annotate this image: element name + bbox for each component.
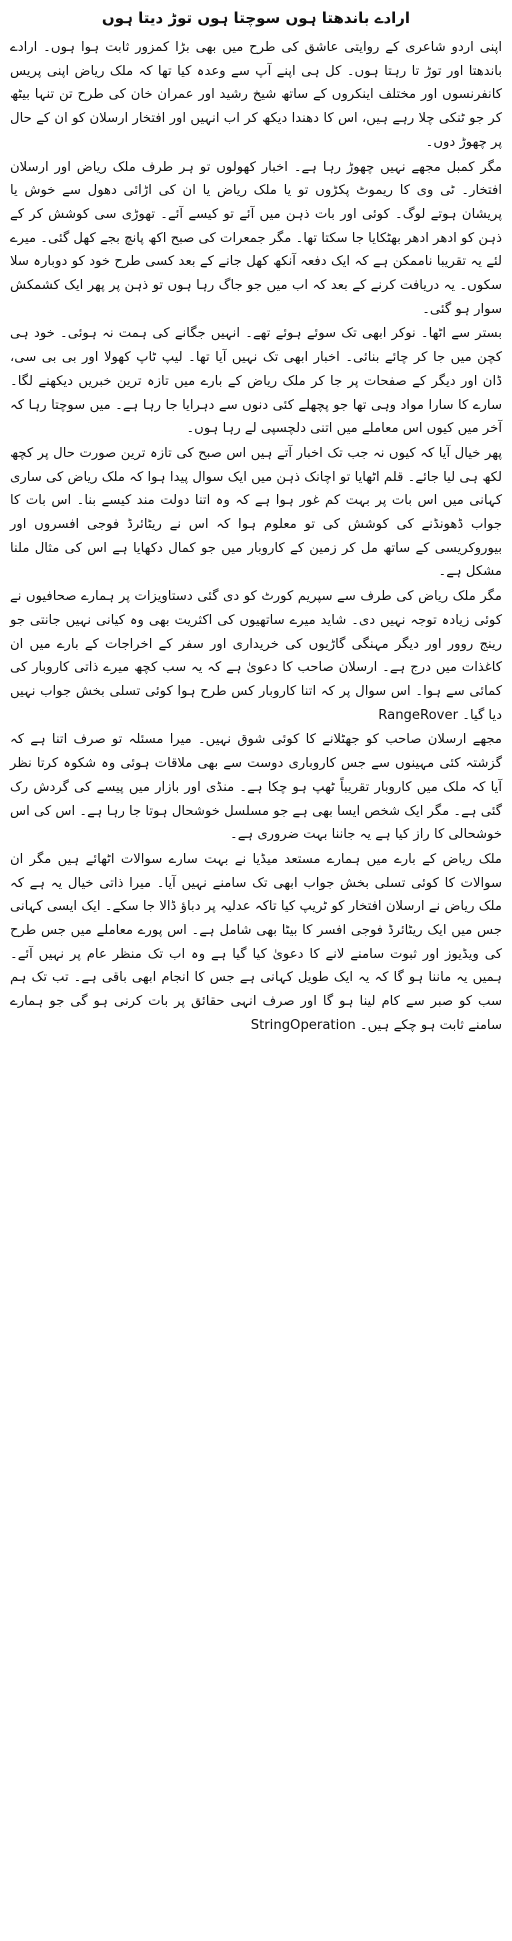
string-operation-term: StringOperation — [250, 1017, 356, 1033]
paragraph-1: اپنی اردو شاعری کے روایتی عاشق کی طرح میں بھی بڑا کمزور ثابت ہوا ہوں۔ ارادے باندھتا اور توڑ تا رہتا ہوں۔ کل ہی اپنے آپ سے وعدہ کیا تھا کہ ملک ریاض اپنی پریس کانفرنسوں اور مختلف اینکروں کے ساتھ شیخ رشید اور عمران خان کی طرح تن تنہا بیٹھ کر جو ٹنکی چلا رہے ہیں، اس کا دھندا دیکھ کر اب انہیں اور افتخار ارسلان کو ان کے حال پر چھوڑ دوں۔ — [10, 40, 502, 150]
paragraph-5 — [10, 585, 502, 727]
paragraph-4: پھر خیال آیا کہ کیوں نہ جب تک اخبار آتے ہیں اس صبح کی تازہ ترین صورت حال پر کچھ لکھ ہی لیا جائے۔ قلم اٹھایا تو اچانک ذہن میں ایک سوال پیدا ہوا کہ ملک ریاض کی ساری کہانی میں اس بات پر بہت کم غور ہوا ہے کہ وہ اتنا دولت مند کیسے بنا۔ اس بات کا جواب ڈھونڈنے کی کوشش کی تو معلوم ہوا کہ اس نے ریٹائرڈ فوجی افسروں اور بیوروکریسی کے ساتھ مل کر زمین کے کاروبار میں جو کمال دکھایا ہے اس کی مثال ملنا مشکل ہے۔ — [10, 445, 502, 580]
paragraph-3: بستر سے اٹھا۔ نوکر ابھی تک سوئے ہوئے تھے۔ انہیں جگانے کی ہمت نہ ہوئی۔ خود ہی کچن میں جا کر چائے بنائی۔ اخبار ابھی تک نہیں آیا تھا۔ لیپ ٹاپ کھولا اور بی بی سی، ڈان اور دیگر کے صفحات پر جا کر ملک ریاض کے بارے میں تازہ ترین خبریں دیکھنے لگا۔ سارے کا سارا مواد وہی تھا جو پچھلے کئی دنوں سے دہرایا جا رہا ہے۔ میں سوچتا رہا کہ آخر میں کیوں اس معاملے میں اتنی دلچسپی لے رہا ہوں۔ — [10, 326, 502, 437]
column-body — [10, 36, 502, 1038]
paragraph-7-text: ملک ریاض کے بارے میں ہمارے مستعد میڈیا نے بہت سارے سوالات اٹھائے ہیں مگر ان سوالات کا کوئی تسلی بخش جواب ابھی تک سامنے نہیں آیا۔ میرا ذاتی خیال یہ ہے کہ ملک ریاض نے ارسلان افتخار کو ٹریپ کیا تاکہ عدلیہ پر دباؤ ڈالا جا سکے۔ ایک ایسی کہانی جس میں ایک ریٹائرڈ فوجی افسر کا بیٹا بھی شامل ہے۔ اس پورے معاملے میں جس طرح کی ویڈیوز اور ثبوت سامنے لانے کا دعویٰ کیا گیا ہے وہ اب تک منظر عام پر نہیں آئے۔ ہمیں یہ ماننا ہو گا کہ یہ ایک طویل کہانی ہے جس کا انجام ابھی باقی ہے۔ تب تک ہم سب کو صبر سے کام لینا ہو گا اور صرف انہی حقائق پر بات کرنی ہو گی جو ہمارے سامنے ثابت ہو چکے ہیں۔ — [10, 851, 502, 1033]
column-headline: ارادے باندھتا ہوں سوچتا ہوں توڑ دیتا ہوں — [101, 9, 411, 27]
paragraph-5-text: مگر ملک ریاض کی طرف سے سپریم کورٹ کو دی گئی دستاویزات پر ہمارے صحافیوں نے کوئی زیادہ توجہ نہیں دی۔ شاید میرے ساتھیوں کی اکثریت بھی وہ کیانی نہیں جانتی جو رینج روور اور دیگر مہنگی گاڑیوں کی خریداری اور سفر کے اخراجات کے بارے میں ان کاغذات میں درج ہے۔ ارسلان صاحب کا دعویٰ ہے کہ یہ سب کچھ میرے ذاتی کاروبار کی کمائی سے ہوا۔ اس سوال پر کہ اتنا کاروبار کس طرح ہوا کوئی تسلی بخش جواب نہیں دیا گیا۔ — [10, 589, 502, 723]
paragraph-2: مگر کمبل مجھے نہیں چھوڑ رہا ہے۔ اخبار کھولوں تو ہر طرف ملک ریاض اور ارسلان افتخار۔ ٹی وی کا ریموٹ پکڑوں تو یا ملک ریاض یا ان کی اڑائی دھول سے خوش یا پریشان ہوتے لوگ۔ کوئی اور بات ذہن میں آئے تو کیسے آئے۔ تھوڑی سی کوشش کر کے ذہن کو ادھر ادھر بھٹکایا جا سکتا تھا۔ مگر جمعرات کی صبح اکھ پانچ بجے کھل گئی۔ میرے لئے یہ تقریبا ناممکن ہے کہ ایک دفعہ آنکھ کھل جانے کے بعد کسی طرح خود کو دوبارہ سلا سکوں۔ یہ دریافت کرنے کے بعد کہ اب میں جو جاگ رہا ہوں تو ذہن پر پھر ایک کشمکش سوار ہو گئی۔ — [10, 159, 502, 317]
paragraph-6: مجھے ارسلان صاحب کو جھٹلانے کا کوئی شوق نہیں۔ میرا مسئلہ تو صرف اتنا ہے کہ گزشتہ کئی مہینوں سے جس کاروباری دوست سے بھی ملاقات ہوئی وہ شکوہ کرتا نظر آیا کہ ملک میں کاروبار تقریباً ٹھپ ہو چکا ہے۔ منڈی اور بازار میں پیسے کی گردش رک گئی ہے۔ مگر ایک شخص ایسا بھی ہے جو مسلسل خوشحال ہوتا جا رہا ہے۔ اس کی اس خوشحالی کا راز کیا ہے یہ جاننا بہت ضروری ہے۔ — [9, 732, 502, 843]
range-rover-term: RangeRover — [378, 707, 459, 723]
paragraph-7 — [10, 848, 502, 1038]
